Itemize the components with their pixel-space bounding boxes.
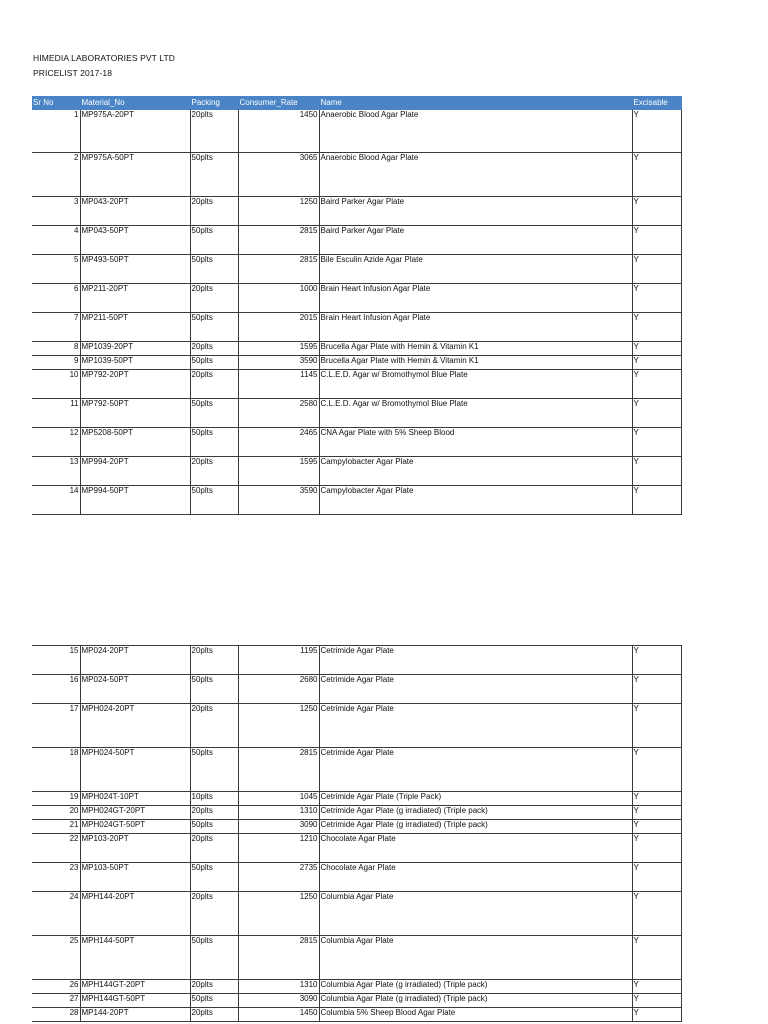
col-header-packing: Packing — [190, 96, 238, 110]
consumer-rate-cell: 3590 — [238, 486, 319, 515]
excisable-cell: Y — [632, 342, 681, 356]
table-row — [32, 399, 681, 428]
product-name-cell: Chocolate Agar Plate — [319, 834, 632, 863]
sr-no-cell: 28 — [32, 1008, 80, 1022]
packing-cell: 50plts — [190, 226, 238, 255]
material-no-cell: MP211-20PT — [80, 284, 190, 313]
consumer-rate-cell: 1310 — [238, 980, 319, 994]
packing-cell: 20plts — [190, 457, 238, 486]
product-name-cell: Bile Esculin Azide Agar Plate — [319, 255, 632, 284]
excisable-cell: Y — [632, 936, 681, 980]
consumer-rate-cell: 1145 — [238, 370, 319, 399]
sr-no-cell: 22 — [32, 834, 80, 863]
product-name-cell: C.L.E.D. Agar w/ Bromothymol Blue Plate — [319, 370, 632, 399]
table-row — [32, 994, 681, 1008]
col-header-consumer-rate: Consumer_Rate — [238, 96, 319, 110]
sr-no-cell: 10 — [32, 370, 80, 399]
packing-cell: 10plts — [190, 792, 238, 806]
packing-cell: 20plts — [190, 197, 238, 226]
table-row — [32, 153, 681, 197]
product-name-cell: C.L.E.D. Agar w/ Bromothymol Blue Plate — [319, 399, 632, 428]
sr-no-cell: 14 — [32, 486, 80, 515]
packing-cell: 20plts — [190, 892, 238, 936]
col-header-name: Name — [319, 96, 632, 110]
product-name-cell: CNA Agar Plate with 5% Sheep Blood — [319, 428, 632, 457]
packing-cell: 50plts — [190, 994, 238, 1008]
product-name-cell: Anaerobic Blood Agar Plate — [319, 110, 632, 153]
packing-cell: 20plts — [190, 1008, 238, 1022]
material-no-cell: MPH024GT-20PT — [80, 806, 190, 820]
table-row — [32, 863, 681, 892]
product-name-cell: Baird Parker Agar Plate — [319, 197, 632, 226]
product-name-cell: Campylobacter Agar Plate — [319, 486, 632, 515]
col-header-sr-no: Sr No — [32, 96, 80, 110]
consumer-rate-cell: 1595 — [238, 457, 319, 486]
material-no-cell: MP103-50PT — [80, 863, 190, 892]
table-row — [32, 313, 681, 342]
packing-cell: 50plts — [190, 153, 238, 197]
packing-cell: 20plts — [190, 342, 238, 356]
table-row — [32, 792, 681, 806]
material-no-cell: MP1039-20PT — [80, 342, 190, 356]
sr-no-cell: 19 — [32, 792, 80, 806]
material-no-cell: MP994-50PT — [80, 486, 190, 515]
product-name-cell: Cetrimide Agar Plate (g irradiated) (Triple pack) — [319, 806, 632, 820]
sr-no-cell: 5 — [32, 255, 80, 284]
material-no-cell: MP975A-50PT — [80, 153, 190, 197]
consumer-rate-cell: 3090 — [238, 820, 319, 834]
excisable-cell: Y — [632, 428, 681, 457]
packing-cell: 50plts — [190, 675, 238, 704]
consumer-rate-cell: 2815 — [238, 748, 319, 792]
product-name-cell: Brucella Agar Plate with Hemin & Vitamin K1 — [319, 356, 632, 370]
excisable-cell: Y — [632, 1008, 681, 1022]
table-row — [32, 110, 681, 153]
product-name-cell: Cetrimide Agar Plate — [319, 704, 632, 748]
table-header-row — [32, 96, 681, 110]
sr-no-cell: 4 — [32, 226, 80, 255]
product-name-cell: Anaerobic Blood Agar Plate — [319, 153, 632, 197]
sr-no-cell: 26 — [32, 980, 80, 994]
price-table-part-2 — [32, 645, 682, 1022]
consumer-rate-cell: 1000 — [238, 284, 319, 313]
sr-no-cell: 1 — [32, 110, 80, 153]
table-row — [32, 820, 681, 834]
packing-cell: 20plts — [190, 980, 238, 994]
sr-no-cell: 12 — [32, 428, 80, 457]
consumer-rate-cell: 1250 — [238, 704, 319, 748]
consumer-rate-cell: 1250 — [238, 892, 319, 936]
consumer-rate-cell: 2680 — [238, 675, 319, 704]
packing-cell: 50plts — [190, 863, 238, 892]
material-no-cell: MPH024-50PT — [80, 748, 190, 792]
col-header-excisable: Excisable — [632, 96, 681, 110]
material-no-cell: MP493-50PT — [80, 255, 190, 284]
sr-no-cell: 8 — [32, 342, 80, 356]
packing-cell: 20plts — [190, 284, 238, 313]
table-row — [32, 936, 681, 980]
table-row — [32, 704, 681, 748]
consumer-rate-cell: 2815 — [238, 226, 319, 255]
product-name-cell: Columbia Agar Plate — [319, 936, 632, 980]
sr-no-cell: 7 — [32, 313, 80, 342]
product-name-cell: Columbia Agar Plate — [319, 892, 632, 936]
table-row — [32, 675, 681, 704]
product-name-cell: Cetrimide Agar Plate — [319, 675, 632, 704]
material-no-cell: MPH144-20PT — [80, 892, 190, 936]
material-no-cell: MP024-50PT — [80, 675, 190, 704]
excisable-cell: Y — [632, 197, 681, 226]
packing-cell: 50plts — [190, 936, 238, 980]
excisable-cell: Y — [632, 255, 681, 284]
table-row — [32, 486, 681, 515]
packing-cell: 50plts — [190, 428, 238, 457]
material-no-cell: MP043-20PT — [80, 197, 190, 226]
material-no-cell: MPH144-50PT — [80, 936, 190, 980]
product-name-cell: Columbia Agar Plate (g irradiated) (Triple pack) — [319, 994, 632, 1008]
excisable-cell: Y — [632, 820, 681, 834]
material-no-cell: MP5208-50PT — [80, 428, 190, 457]
excisable-cell: Y — [632, 892, 681, 936]
consumer-rate-cell: 1250 — [238, 197, 319, 226]
excisable-cell: Y — [632, 399, 681, 428]
col-header-material-no: Material_No — [80, 96, 190, 110]
excisable-cell: Y — [632, 457, 681, 486]
product-name-cell: Chocolate Agar Plate — [319, 863, 632, 892]
sr-no-cell: 27 — [32, 994, 80, 1008]
packing-cell: 50plts — [190, 486, 238, 515]
consumer-rate-cell: 1450 — [238, 110, 319, 153]
sr-no-cell: 13 — [32, 457, 80, 486]
consumer-rate-cell: 2815 — [238, 936, 319, 980]
excisable-cell: Y — [632, 226, 681, 255]
packing-cell: 20plts — [190, 646, 238, 675]
excisable-cell: Y — [632, 110, 681, 153]
table-row — [32, 1008, 681, 1022]
product-name-cell: Brucella Agar Plate with Hemin & Vitamin K1 — [319, 342, 632, 356]
excisable-cell: Y — [632, 370, 681, 399]
sr-no-cell: 6 — [32, 284, 80, 313]
material-no-cell: MPH144GT-20PT — [80, 980, 190, 994]
packing-cell: 20plts — [190, 370, 238, 399]
sr-no-cell: 2 — [32, 153, 80, 197]
excisable-cell: Y — [632, 153, 681, 197]
material-no-cell: MP211-50PT — [80, 313, 190, 342]
table-row — [32, 457, 681, 486]
table-row — [32, 806, 681, 820]
excisable-cell: Y — [632, 792, 681, 806]
material-no-cell: MP024-20PT — [80, 646, 190, 675]
material-no-cell: MP975A-20PT — [80, 110, 190, 153]
sr-no-cell: 16 — [32, 675, 80, 704]
table-row — [32, 428, 681, 457]
table-row — [32, 284, 681, 313]
table-row — [32, 226, 681, 255]
table-row — [32, 370, 681, 399]
packing-cell: 20plts — [190, 110, 238, 153]
sr-no-cell: 11 — [32, 399, 80, 428]
consumer-rate-cell: 1310 — [238, 806, 319, 820]
material-no-cell: MPH024-20PT — [80, 704, 190, 748]
material-no-cell: MP144-20PT — [80, 1008, 190, 1022]
consumer-rate-cell: 1195 — [238, 646, 319, 675]
packing-cell: 50plts — [190, 255, 238, 284]
sr-no-cell: 18 — [32, 748, 80, 792]
excisable-cell: Y — [632, 284, 681, 313]
material-no-cell: MP1039-50PT — [80, 356, 190, 370]
product-name-cell: Cetrimide Agar Plate (g irradiated) (Triple pack) — [319, 820, 632, 834]
consumer-rate-cell: 2580 — [238, 399, 319, 428]
price-table-part-1 — [32, 96, 682, 515]
material-no-cell: MPH024T-10PT — [80, 792, 190, 806]
consumer-rate-cell: 3065 — [238, 153, 319, 197]
consumer-rate-cell: 3090 — [238, 994, 319, 1008]
excisable-cell: Y — [632, 704, 681, 748]
product-name-cell: Cetrimide Agar Plate (Triple Pack) — [319, 792, 632, 806]
company-name: HIMEDIA LABORATORIES PVT LTD — [33, 53, 175, 63]
consumer-rate-cell: 1045 — [238, 792, 319, 806]
sr-no-cell: 25 — [32, 936, 80, 980]
sr-no-cell: 17 — [32, 704, 80, 748]
product-name-cell: Brain Heart Infusion Agar Plate — [319, 284, 632, 313]
table-row — [32, 748, 681, 792]
product-name-cell: Brain Heart Infusion Agar Plate — [319, 313, 632, 342]
product-name-cell: Cetrimide Agar Plate — [319, 748, 632, 792]
consumer-rate-cell: 2815 — [238, 255, 319, 284]
sr-no-cell: 24 — [32, 892, 80, 936]
excisable-cell: Y — [632, 834, 681, 863]
sr-no-cell: 23 — [32, 863, 80, 892]
packing-cell: 20plts — [190, 806, 238, 820]
table-row — [32, 980, 681, 994]
packing-cell: 50plts — [190, 820, 238, 834]
excisable-cell: Y — [632, 980, 681, 994]
excisable-cell: Y — [632, 994, 681, 1008]
packing-cell: 50plts — [190, 399, 238, 428]
table-row — [32, 342, 681, 356]
product-name-cell: Cetrimide Agar Plate — [319, 646, 632, 675]
consumer-rate-cell: 1210 — [238, 834, 319, 863]
consumer-rate-cell: 3590 — [238, 356, 319, 370]
excisable-cell: Y — [632, 313, 681, 342]
sr-no-cell: 9 — [32, 356, 80, 370]
excisable-cell: Y — [632, 806, 681, 820]
material-no-cell: MPH144GT-50PT — [80, 994, 190, 1008]
sr-no-cell: 3 — [32, 197, 80, 226]
consumer-rate-cell: 2465 — [238, 428, 319, 457]
material-no-cell: MP043-50PT — [80, 226, 190, 255]
product-name-cell: Baird Parker Agar Plate — [319, 226, 632, 255]
material-no-cell: MP103-20PT — [80, 834, 190, 863]
consumer-rate-cell: 2735 — [238, 863, 319, 892]
pricelist-title: PRICELIST 2017-18 — [33, 68, 113, 78]
consumer-rate-cell: 1450 — [238, 1008, 319, 1022]
packing-cell: 20plts — [190, 834, 238, 863]
sr-no-cell: 21 — [32, 820, 80, 834]
excisable-cell: Y — [632, 486, 681, 515]
packing-cell: 50plts — [190, 748, 238, 792]
product-name-cell: Columbia 5% Sheep Blood Agar Plate — [319, 1008, 632, 1022]
excisable-cell: Y — [632, 863, 681, 892]
material-no-cell: MPH024GT-50PT — [80, 820, 190, 834]
excisable-cell: Y — [632, 646, 681, 675]
consumer-rate-cell: 2015 — [238, 313, 319, 342]
table-row — [32, 197, 681, 226]
material-no-cell: MP792-20PT — [80, 370, 190, 399]
excisable-cell: Y — [632, 748, 681, 792]
sr-no-cell: 15 — [32, 646, 80, 675]
table-row — [32, 356, 681, 370]
packing-cell: 50plts — [190, 356, 238, 370]
packing-cell: 20plts — [190, 704, 238, 748]
table-row — [32, 892, 681, 936]
table-row — [32, 646, 681, 675]
excisable-cell: Y — [632, 675, 681, 704]
packing-cell: 50plts — [190, 313, 238, 342]
sr-no-cell: 20 — [32, 806, 80, 820]
table-row — [32, 255, 681, 284]
material-no-cell: MP792-50PT — [80, 399, 190, 428]
product-name-cell: Columbia Agar Plate (g irradiated) (Triple pack) — [319, 980, 632, 994]
excisable-cell: Y — [632, 356, 681, 370]
consumer-rate-cell: 1595 — [238, 342, 319, 356]
table-row — [32, 834, 681, 863]
material-no-cell: MP994-20PT — [80, 457, 190, 486]
product-name-cell: Campylobacter Agar Plate — [319, 457, 632, 486]
